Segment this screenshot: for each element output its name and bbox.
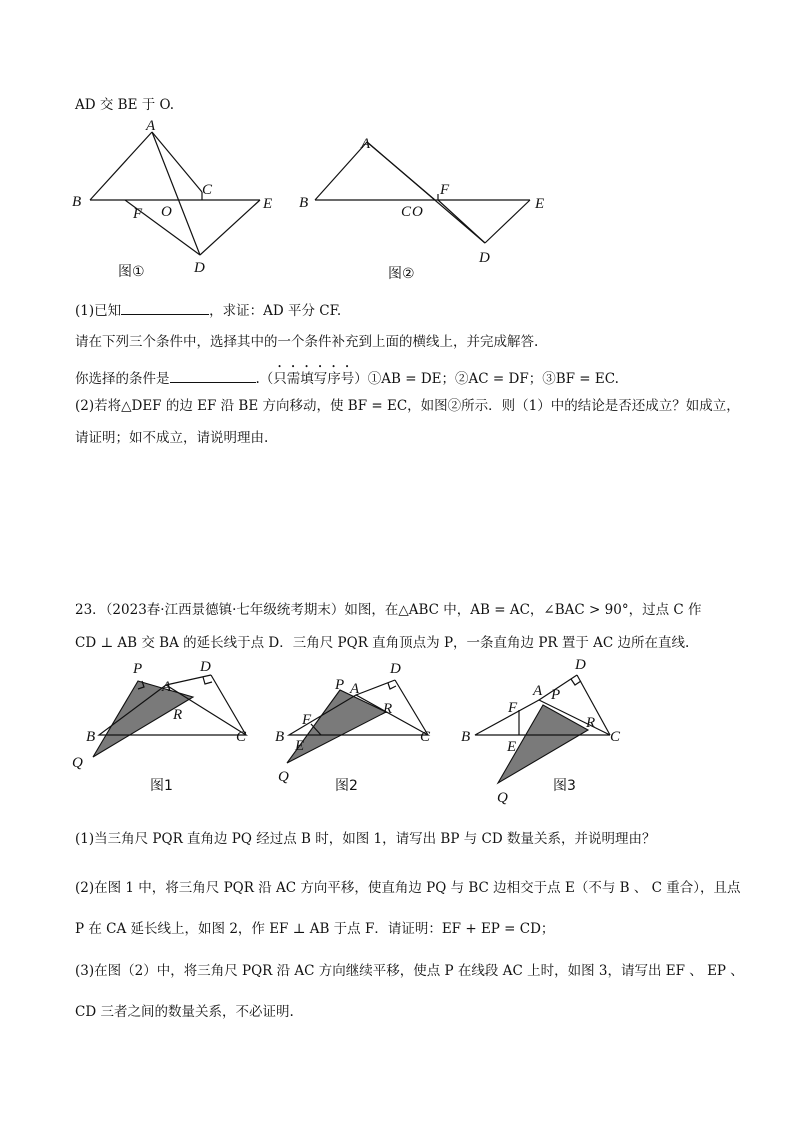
fig1-23-label-R: R [173, 707, 183, 723]
fig3-23-caption: 图3 [553, 778, 576, 794]
fig1-23-label-C: C [236, 729, 247, 745]
fig2-label-E: E [535, 196, 545, 212]
p23-q2-line1: (2)在图 1 中，将三角尺 PQR 沿 AC 方向平移，使直角边 PQ 与 BC 边相交于点 E（不与 B 、 C 重合），且点 [75, 880, 741, 896]
fig2-label-C: C [401, 204, 412, 220]
p23-figure-2 [270, 655, 460, 795]
p23-q2-line2: P 在 CA 延长线上，如图 2，作 EF ⊥ AB 于点 F．请证明：EF + EP = CD； [75, 921, 555, 937]
fig1-23-label-A: A [162, 679, 172, 695]
fig2-23-label-A: A [350, 681, 360, 697]
fig2-23-caption: 图2 [335, 778, 358, 794]
fig3-23-label-R: R [586, 715, 596, 731]
fig2-23-label-F: F [302, 712, 312, 728]
fig2-label-B: B [299, 195, 309, 211]
fig1-23-caption: 图1 [150, 778, 173, 794]
fig2-label-F: F [440, 182, 450, 198]
fig3-23-label-Q: Q [497, 790, 508, 805]
p22-instruction: 请在下列三个条件中，选择其中的一个条件补充到上面的横线上，并完成解答. [75, 334, 539, 350]
fig2-23-label-R: R [383, 701, 393, 717]
fig1-label-C: C [202, 182, 213, 198]
fig1-label-F: F [133, 206, 143, 222]
p22-q1-suffix: ，求证：AD 平分 CF. [209, 303, 342, 319]
fig1-caption: 图① [118, 264, 145, 280]
p22-q1-blank[interactable] [121, 302, 209, 315]
fig2-23-label-Q: Q [278, 769, 289, 785]
p23-q3-line1: (3)在图（2）中，将三角尺 PQR 沿 AC 方向继续平移，使点 P 在线段 AC 上时，如图 3，请写出 EF 、 EP 、 [75, 963, 744, 979]
p22-figure-2 [295, 128, 555, 293]
p23-figure-3 [455, 655, 645, 805]
p22-choice-blank[interactable] [170, 370, 256, 383]
fig1-23-label-P: P [133, 661, 143, 677]
fig2-23-label-C: C [420, 729, 431, 745]
fig1-label-A: A [146, 120, 156, 134]
p22-choice-note-a: .（ [255, 371, 274, 387]
fig2-23-label-E: E [295, 738, 305, 754]
p22-q1-prefix: (1)已知 [75, 303, 122, 319]
fig1-label-O: O [161, 204, 172, 220]
fig2-23-label-P: P [335, 677, 345, 693]
p22-q2-line1: (2)若将△DEF 的边 EF 沿 BE 方向移动，使 BF = EC，如图②所示．则（1）中的结论是否还成立？如成立， [75, 398, 740, 414]
p22-choice [75, 363, 619, 388]
fig2-23-label-D: D [390, 661, 401, 677]
p23-header2: CD ⊥ AB 交 BA 的延长线于点 D．三角尺 PQR 直角顶点为 P，一条直角边 PR 置于 AC 边所在直线. [75, 635, 690, 651]
fig1-label-B: B [72, 194, 82, 210]
p23-figure-1 [70, 655, 260, 795]
p22-options: ①AB = DE；②AC = DF；③BF = EC. [367, 371, 619, 387]
fig1-23-label-Q: Q [72, 755, 83, 771]
fig2-label-D: D [479, 250, 490, 266]
fig2-caption: 图② [388, 266, 415, 282]
fig2-23-label-B: B [275, 729, 285, 745]
fig3-23-label-F: F [508, 700, 518, 716]
p22-q2-line2: 请证明；如不成立，请说明理由. [75, 430, 269, 446]
fig2-label-A: A [361, 136, 371, 152]
fig1-23-label-B: B [86, 729, 96, 745]
p22-q1 [75, 302, 341, 320]
p22-intro: AD 交 BE 于 O. [75, 97, 175, 113]
fig3-23-label-A: A [533, 683, 543, 699]
p22-choice-prefix: 你选择的条件是 [75, 371, 170, 387]
fig3-23-label-D: D [575, 657, 586, 673]
p22-figure-1 [60, 120, 300, 285]
p23-header: 23．（2023春·江西景德镇·七年级统考期末）如图，在△ABC 中，AB = AC，∠BAC > 90°，过点 C 作 [75, 602, 702, 618]
p23-q3-line2: CD 三者之间的数量关系，不必证明. [75, 1004, 294, 1020]
fig1-23-label-D: D [200, 659, 211, 675]
fig1-label-D: D [194, 260, 205, 276]
fig3-23-label-E: E [507, 739, 517, 755]
fig2-label-O: O [412, 204, 423, 220]
p22-choice-note-emphasis: 只需填写序号 [273, 371, 355, 387]
fig3-23-label-C: C [610, 729, 621, 745]
p22-choice-note-b: ） [354, 371, 368, 387]
p23-q1: (1)当三角尺 PQR 直角边 PQ 经过点 B 时，如图 1，请写出 BP 与 CD 数量关系，并说明理由？ [75, 831, 656, 847]
fig3-23-label-P: P [551, 687, 561, 703]
fig3-23-label-B: B [461, 729, 471, 745]
fig1-label-E: E [263, 196, 273, 212]
